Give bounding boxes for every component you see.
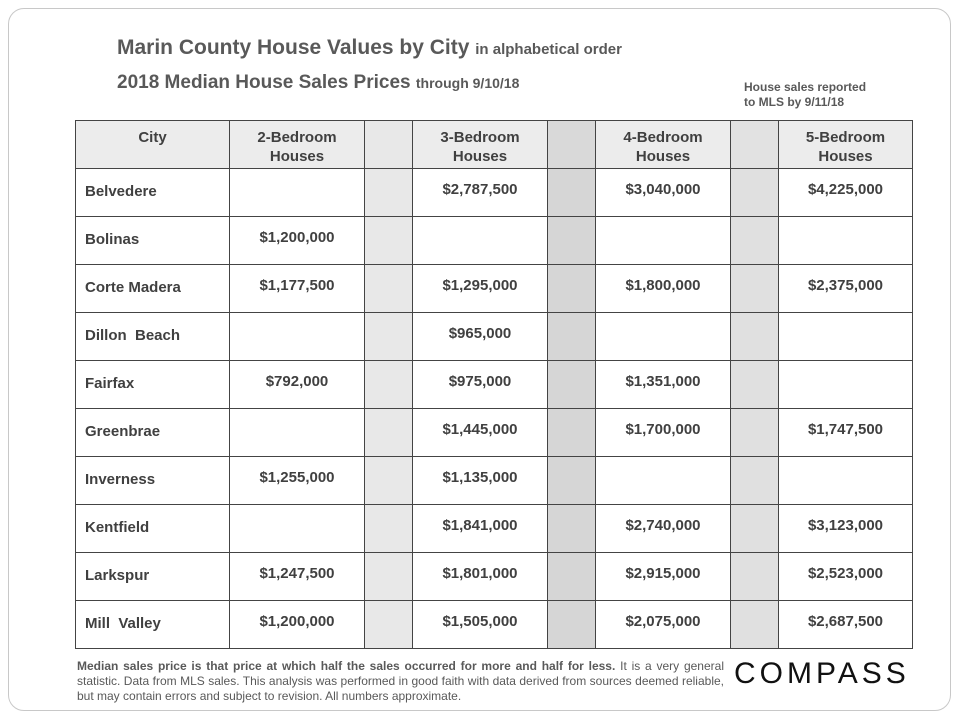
- price-3-bedroom: $965,000: [413, 313, 548, 361]
- city-cell: Mill Valley: [76, 601, 230, 649]
- spacer-cell: [731, 553, 779, 601]
- header-5-bedroom: [779, 121, 913, 169]
- price-4-bedroom: $1,800,000: [596, 265, 731, 313]
- city-cell: Kentfield: [76, 505, 230, 553]
- title-suffix: in alphabetical order: [475, 41, 622, 58]
- price-5-bedroom: $1,747,500: [779, 409, 913, 457]
- table-row: [76, 169, 913, 217]
- price-2-bedroom: [230, 505, 365, 553]
- table-header-row: [76, 121, 913, 169]
- spacer-cell: [365, 601, 413, 649]
- price-table: [75, 120, 913, 649]
- price-5-bedroom: [779, 361, 913, 409]
- city-cell: Larkspur: [76, 553, 230, 601]
- spacer-cell: [548, 409, 596, 457]
- header-4-bedroom: [596, 121, 731, 169]
- header-3-bedroom: [413, 121, 548, 169]
- price-2-bedroom: $1,177,500: [230, 265, 365, 313]
- header-5-bedroom-line-1: 5-Bedroom: [805, 129, 886, 146]
- spacer-cell: [731, 313, 779, 361]
- header-2-bedroom: [230, 121, 365, 169]
- spacer-cell: [731, 505, 779, 553]
- spacer-cell: [548, 457, 596, 505]
- spacer-cell: [731, 409, 779, 457]
- header-2-bedroom-line-1: 2-Bedroom: [257, 129, 337, 146]
- spacer-cell: [548, 553, 596, 601]
- spacer-cell: [365, 409, 413, 457]
- price-3-bedroom: $1,295,000: [413, 265, 548, 313]
- price-2-bedroom: $1,255,000: [230, 457, 365, 505]
- price-4-bedroom: [596, 457, 731, 505]
- price-4-bedroom: $2,075,000: [596, 601, 731, 649]
- price-2-bedroom: [230, 409, 365, 457]
- page-title: [117, 36, 622, 60]
- price-4-bedroom: $2,915,000: [596, 553, 731, 601]
- table-row: [76, 217, 913, 265]
- price-3-bedroom: $1,445,000: [413, 409, 548, 457]
- compass-logo: COMPASS: [734, 657, 910, 690]
- city-cell: Bolinas: [76, 217, 230, 265]
- price-3-bedroom: $1,801,000: [413, 553, 548, 601]
- city-cell: Corte Madera: [76, 265, 230, 313]
- spacer-cell: [731, 361, 779, 409]
- table-row: [76, 409, 913, 457]
- source-note: [744, 80, 904, 110]
- price-4-bedroom: [596, 313, 731, 361]
- spacer-cell: [365, 313, 413, 361]
- header-city: City: [76, 121, 230, 169]
- price-3-bedroom: $1,505,000: [413, 601, 548, 649]
- subtitle-main: 2018 Median House Sales Prices: [117, 72, 411, 93]
- spacer-cell: [365, 457, 413, 505]
- spacer-column: [731, 121, 779, 169]
- price-2-bedroom: $1,200,000: [230, 601, 365, 649]
- note-line-2: to MLS by 9/11/18: [744, 95, 845, 109]
- spacer-cell: [731, 457, 779, 505]
- city-cell: Greenbrae: [76, 409, 230, 457]
- table-row: [76, 361, 913, 409]
- price-3-bedroom: [413, 217, 548, 265]
- spacer-column: [365, 121, 413, 169]
- header-5-bedroom-line-2: Houses: [818, 148, 873, 165]
- spacer-cell: [731, 265, 779, 313]
- spacer-cell: [365, 553, 413, 601]
- spacer-cell: [731, 601, 779, 649]
- price-4-bedroom: $1,351,000: [596, 361, 731, 409]
- price-4-bedroom: $3,040,000: [596, 169, 731, 217]
- price-5-bedroom: $2,375,000: [779, 265, 913, 313]
- spacer-cell: [548, 361, 596, 409]
- price-5-bedroom: $4,225,000: [779, 169, 913, 217]
- price-3-bedroom: $975,000: [413, 361, 548, 409]
- page-subtitle: [117, 72, 519, 94]
- price-5-bedroom: $2,687,500: [779, 601, 913, 649]
- spacer-column: [548, 121, 596, 169]
- spacer-cell: [731, 217, 779, 265]
- footnote-rest: It is a very general statistic. Data from MLS sales. This analysis was performed in good faith with data derived from sources deemed reliable, but may contain errors and subject to revision. All numbers approximate.: [77, 659, 724, 703]
- price-5-bedroom: $3,123,000: [779, 505, 913, 553]
- title-main: Marin County House Values by City: [117, 36, 470, 59]
- price-3-bedroom: $2,787,500: [413, 169, 548, 217]
- price-2-bedroom: $1,200,000: [230, 217, 365, 265]
- price-2-bedroom: $1,247,500: [230, 553, 365, 601]
- spacer-cell: [365, 505, 413, 553]
- header-4-bedroom-line-2: Houses: [635, 148, 691, 165]
- price-3-bedroom: $1,841,000: [413, 505, 548, 553]
- price-4-bedroom: [596, 217, 731, 265]
- table-row: [76, 313, 913, 361]
- price-4-bedroom: $2,740,000: [596, 505, 731, 553]
- spacer-cell: [365, 169, 413, 217]
- spacer-cell: [365, 265, 413, 313]
- subtitle-suffix: through 9/10/18: [415, 75, 520, 91]
- spacer-cell: [365, 361, 413, 409]
- table-row: [76, 457, 913, 505]
- price-2-bedroom: [230, 169, 365, 217]
- city-cell: Belvedere: [76, 169, 230, 217]
- city-cell: Inverness: [76, 457, 230, 505]
- city-cell: Fairfax: [76, 361, 230, 409]
- table-row: [76, 505, 913, 553]
- city-cell: Dillon Beach: [76, 313, 230, 361]
- table-row: [76, 601, 913, 649]
- spacer-cell: [548, 265, 596, 313]
- price-5-bedroom: [779, 457, 913, 505]
- table-row: [76, 265, 913, 313]
- spacer-cell: [548, 217, 596, 265]
- price-2-bedroom: [230, 313, 365, 361]
- table-row: [76, 553, 913, 601]
- header-3-bedroom-line-1: 3-Bedroom: [440, 129, 520, 146]
- footnote-bold: Median sales price is that price at which half the sales occurred for more and half for less.: [77, 659, 616, 673]
- note-line-1: House sales reported: [744, 80, 867, 94]
- header-2-bedroom-line-2: Houses: [269, 148, 325, 165]
- price-2-bedroom: $792,000: [230, 361, 365, 409]
- spacer-cell: [548, 601, 596, 649]
- spacer-cell: [731, 169, 779, 217]
- price-5-bedroom: [779, 313, 913, 361]
- spacer-cell: [548, 169, 596, 217]
- price-5-bedroom: [779, 217, 913, 265]
- spacer-cell: [548, 313, 596, 361]
- spacer-cell: [548, 505, 596, 553]
- spacer-cell: [365, 217, 413, 265]
- price-5-bedroom: $2,523,000: [779, 553, 913, 601]
- price-3-bedroom: $1,135,000: [413, 457, 548, 505]
- header-4-bedroom-line-1: 4-Bedroom: [623, 129, 703, 146]
- header-3-bedroom-line-2: Houses: [452, 148, 508, 165]
- price-4-bedroom: $1,700,000: [596, 409, 731, 457]
- footnote: [77, 659, 724, 704]
